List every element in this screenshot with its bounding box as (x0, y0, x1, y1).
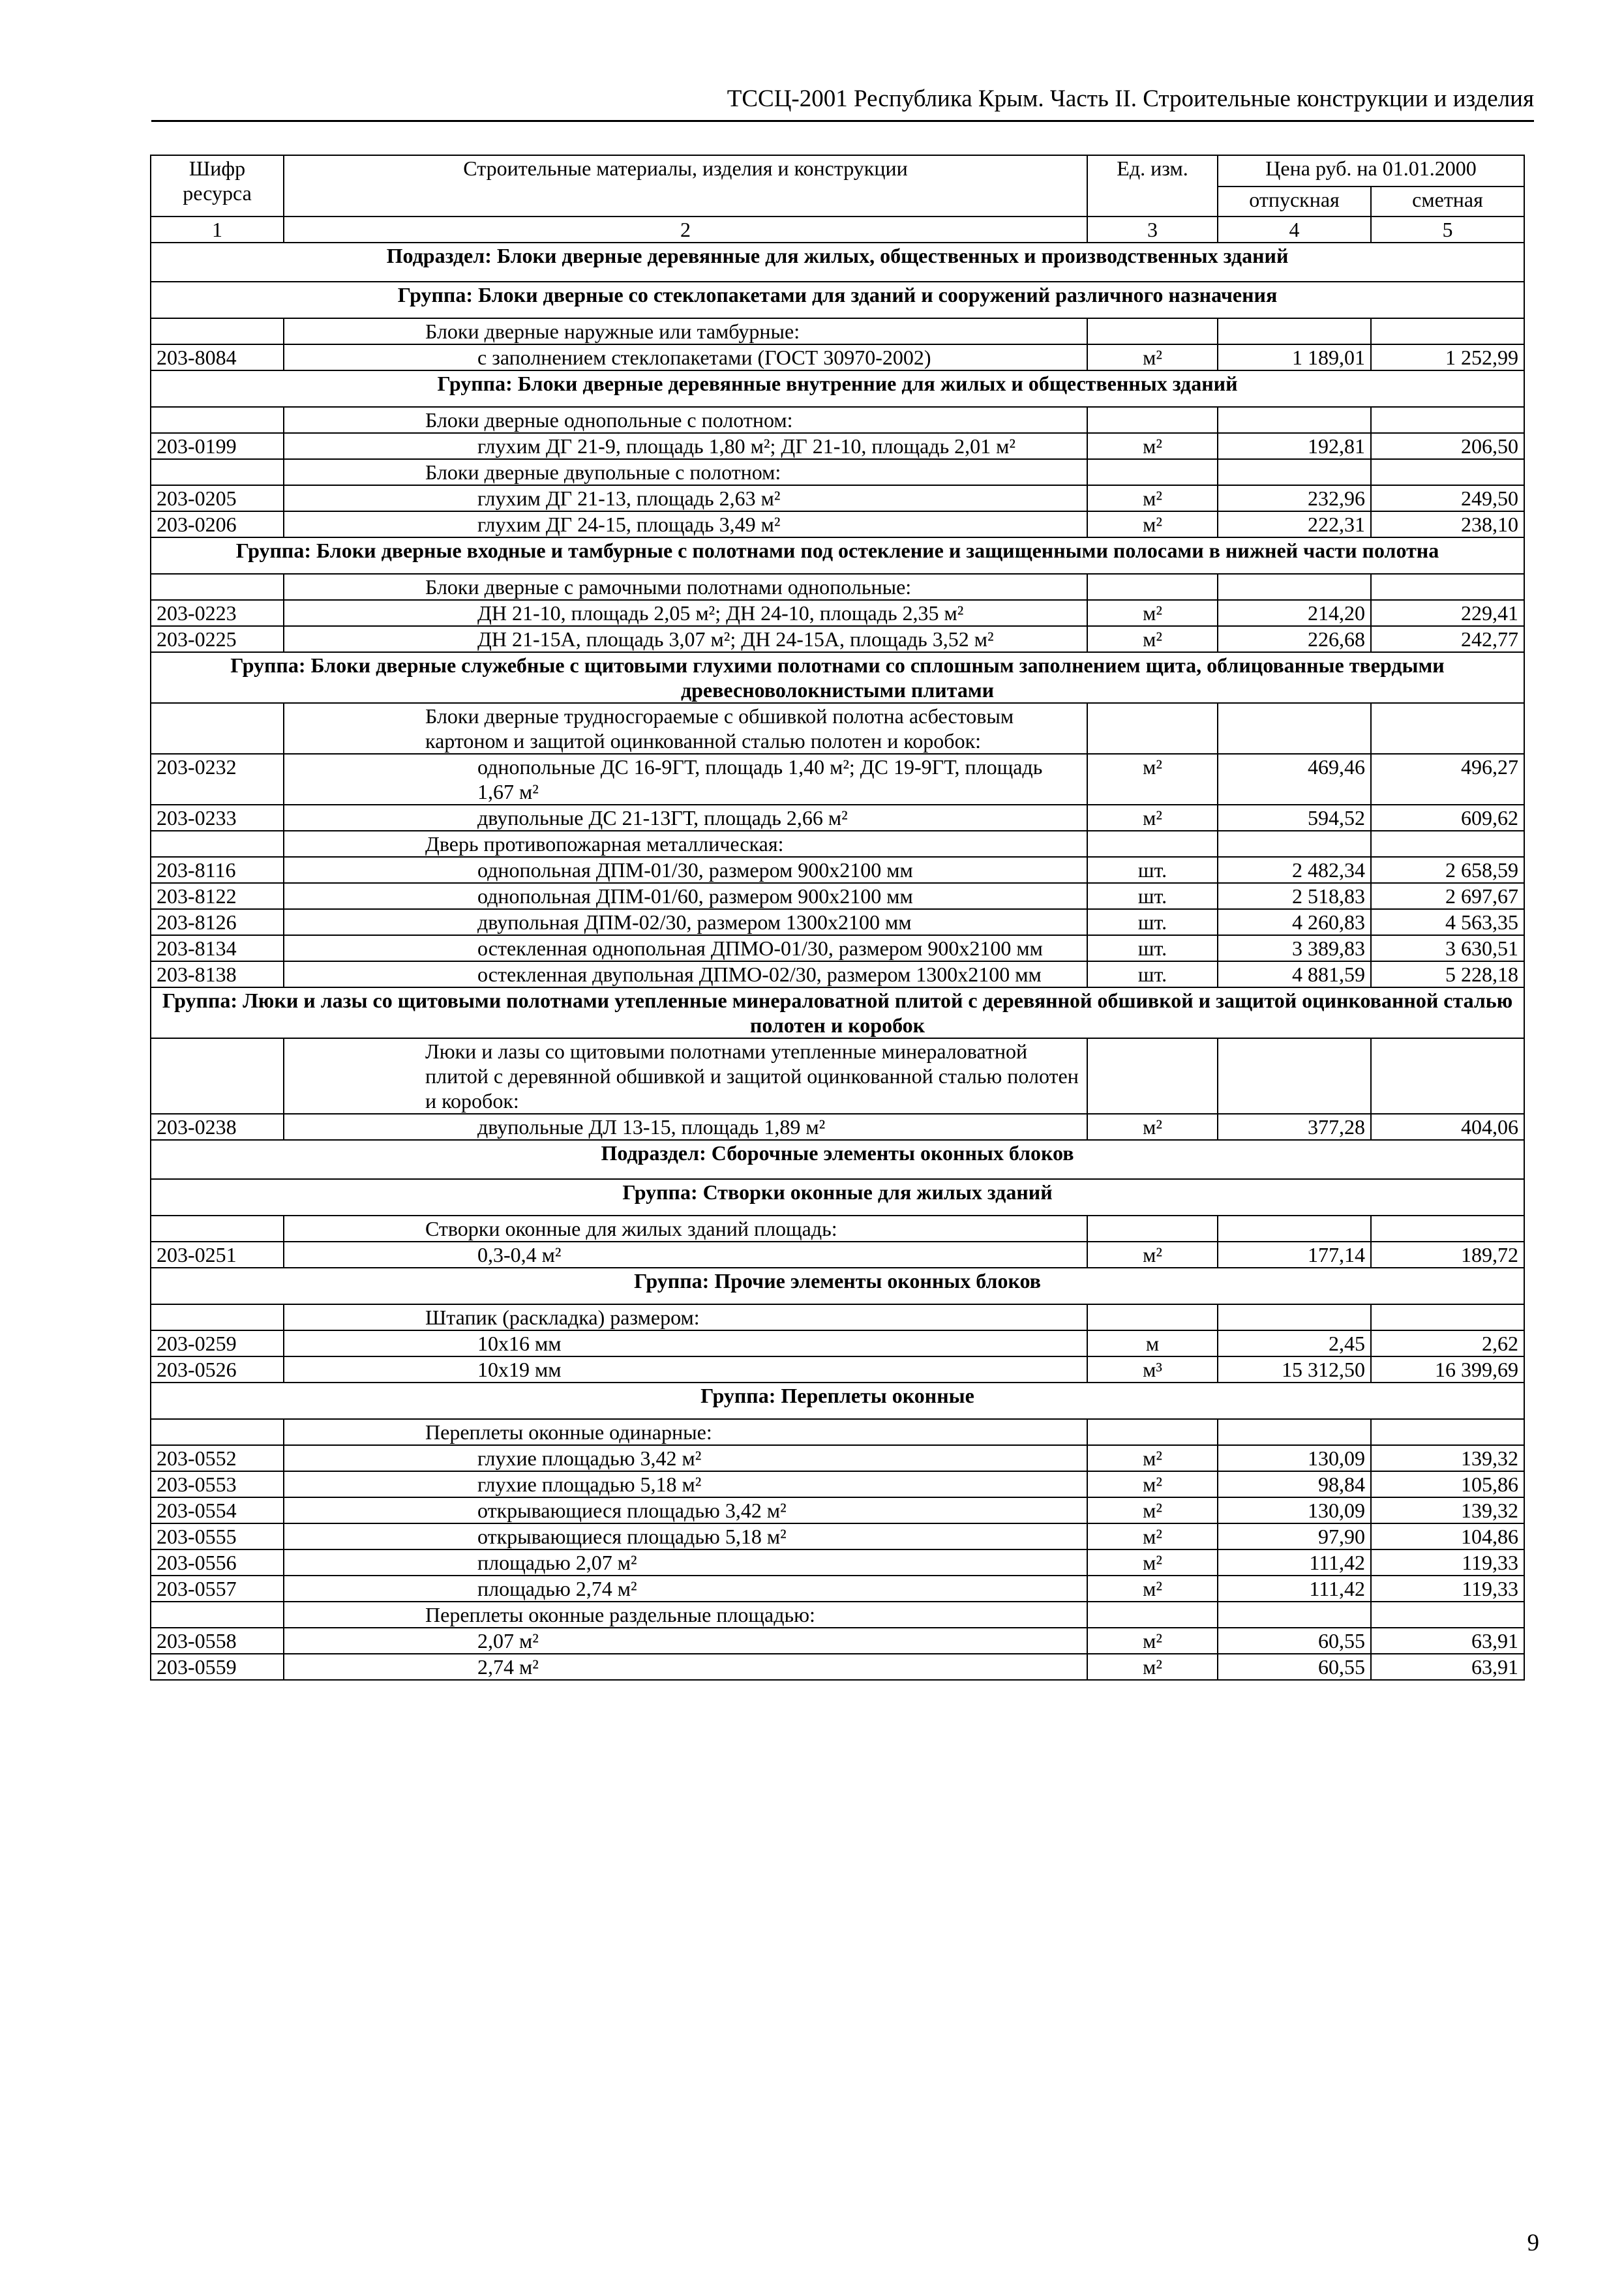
release-price: 3 389,83 (1218, 935, 1371, 961)
release-price: 214,20 (1218, 600, 1371, 626)
table-row (151, 1497, 1524, 1523)
release-price: 60,55 (1218, 1654, 1371, 1680)
release-price: 1 189,01 (1218, 344, 1371, 370)
table-row (151, 1356, 1524, 1383)
unit-cell (1087, 459, 1218, 485)
category-caption-row (151, 1038, 1524, 1114)
item-name: однопольные ДС 16-9ГТ, площадь 1,40 м²; ДС 19-9ГТ, площадь 1,67 м² (284, 754, 1087, 805)
group-title: Группа: Створки оконные для жилых зданий (151, 1179, 1524, 1216)
item-name: остекленная однопольная ДПМО-01/30, размером 900х2100 мм (284, 935, 1087, 961)
code-cell (151, 1419, 284, 1445)
column-number: 2 (284, 217, 1087, 243)
release-price: 98,84 (1218, 1471, 1371, 1497)
code-cell (151, 318, 284, 344)
table-row (151, 1471, 1524, 1497)
resource-code: 203-0238 (151, 1114, 284, 1140)
column-number-row (151, 217, 1524, 243)
unit-of-measure: м² (1087, 626, 1218, 652)
release-price: 377,28 (1218, 1114, 1371, 1140)
category-caption: Дверь противопожарная металлическая: (284, 831, 1087, 857)
release-price: 226,68 (1218, 626, 1371, 652)
table-row (151, 485, 1524, 511)
release-price: 111,42 (1218, 1549, 1371, 1576)
release-price: 469,46 (1218, 754, 1371, 805)
group-row (151, 282, 1524, 318)
unit-of-measure: шт. (1087, 961, 1218, 987)
group-title: Группа: Прочие элементы оконных блоков (151, 1268, 1524, 1304)
release-price-cell (1218, 1419, 1371, 1445)
unit-cell (1087, 703, 1218, 754)
resource-code: 203-0223 (151, 600, 284, 626)
group-row (151, 1179, 1524, 1216)
unit-of-measure: м² (1087, 511, 1218, 537)
estimate-price-cell (1371, 574, 1524, 600)
release-price: 111,42 (1218, 1576, 1371, 1602)
category-caption: Створки оконные для жилых зданий площадь: (284, 1216, 1087, 1242)
unit-cell (1087, 1602, 1218, 1628)
code-cell (151, 459, 284, 485)
table-body (151, 243, 1524, 1680)
table-row (151, 805, 1524, 831)
table-row (151, 1576, 1524, 1602)
group-row (151, 1383, 1524, 1419)
estimate-price: 249,50 (1371, 485, 1524, 511)
estimate-price: 189,72 (1371, 1242, 1524, 1268)
category-caption: Блоки дверные двупольные с полотном: (284, 459, 1087, 485)
estimate-price: 206,50 (1371, 433, 1524, 459)
resource-code: 203-0559 (151, 1654, 284, 1680)
category-caption: Люки и лазы со щитовыми полотнами утепленные минераловатной плитой с деревянной обшивкой и защитой оцинкованной сталью полотен и коробок: (284, 1038, 1087, 1114)
estimate-price: 104,86 (1371, 1523, 1524, 1549)
unit-of-measure: м² (1087, 805, 1218, 831)
table-row (151, 883, 1524, 909)
category-caption: Штапик (раскладка) размером: (284, 1304, 1087, 1330)
resource-code: 203-0526 (151, 1356, 284, 1383)
estimate-price: 16 399,69 (1371, 1356, 1524, 1383)
estimate-price: 63,91 (1371, 1654, 1524, 1680)
table-row (151, 961, 1524, 987)
release-price: 60,55 (1218, 1628, 1371, 1654)
table-row (151, 344, 1524, 370)
release-price-cell (1218, 831, 1371, 857)
table-row (151, 1242, 1524, 1268)
table-row (151, 1330, 1524, 1356)
estimate-price: 119,33 (1371, 1576, 1524, 1602)
estimate-price: 5 228,18 (1371, 961, 1524, 987)
table-row (151, 600, 1524, 626)
release-price-cell (1218, 574, 1371, 600)
category-caption-row (151, 1216, 1524, 1242)
release-price: 177,14 (1218, 1242, 1371, 1268)
code-cell (151, 1216, 284, 1242)
estimate-price-cell (1371, 1038, 1524, 1114)
release-price: 2 518,83 (1218, 883, 1371, 909)
unit-of-measure: м² (1087, 344, 1218, 370)
column-number: 4 (1218, 217, 1371, 243)
group-title: Группа: Блоки дверные входные и тамбурные с полотнами под остекление и защищенными полосами в нижней части полотна (151, 537, 1524, 574)
category-caption-row (151, 574, 1524, 600)
resource-code: 203-0205 (151, 485, 284, 511)
subsection-row (151, 1140, 1524, 1179)
item-name: остекленная двупольная ДПМО-02/30, размером 1300х2100 мм (284, 961, 1087, 987)
category-caption: Блоки дверные однопольные с полотном: (284, 407, 1087, 433)
code-cell (151, 407, 284, 433)
code-cell (151, 1602, 284, 1628)
resource-code: 203-0232 (151, 754, 284, 805)
col-header-release: отпускная (1218, 187, 1371, 217)
subsection-title: Подраздел: Блоки дверные деревянные для жилых, общественных и производственных зданий (151, 243, 1524, 282)
table-row (151, 1628, 1524, 1654)
item-name: глухие площадью 5,18 м² (284, 1471, 1087, 1497)
estimate-price: 2 658,59 (1371, 857, 1524, 883)
unit-cell (1087, 574, 1218, 600)
unit-of-measure: шт. (1087, 909, 1218, 935)
unit-cell (1087, 318, 1218, 344)
group-row (151, 987, 1524, 1038)
item-name: 10х16 мм (284, 1330, 1087, 1356)
table-row (151, 754, 1524, 805)
unit-of-measure: м² (1087, 433, 1218, 459)
item-name: однопольная ДПМ-01/30, размером 900х2100 мм (284, 857, 1087, 883)
resource-code: 203-8116 (151, 857, 284, 883)
unit-cell (1087, 407, 1218, 433)
estimate-price-cell (1371, 1419, 1524, 1445)
release-price: 4 881,59 (1218, 961, 1371, 987)
estimate-price-cell (1371, 703, 1524, 754)
category-caption: Переплеты оконные раздельные площадью: (284, 1602, 1087, 1628)
subsection-title: Подраздел: Сборочные элементы оконных блоков (151, 1140, 1524, 1179)
group-title: Группа: Люки и лазы со щитовыми полотнами утепленные минераловатной плитой с деревянной обшивкой и защитой оцинкованной сталью полотен и коробок (151, 987, 1524, 1038)
code-cell (151, 703, 284, 754)
unit-of-measure: м² (1087, 1497, 1218, 1523)
item-name: 10х19 мм (284, 1356, 1087, 1383)
estimate-price: 139,32 (1371, 1497, 1524, 1523)
release-price-cell (1218, 703, 1371, 754)
resource-code: 203-0251 (151, 1242, 284, 1268)
release-price-cell (1218, 1304, 1371, 1330)
table-row (151, 1114, 1524, 1140)
table-header-row (151, 155, 1524, 187)
unit-of-measure: м² (1087, 1654, 1218, 1680)
unit-of-measure: шт. (1087, 935, 1218, 961)
resource-code: 203-0553 (151, 1471, 284, 1497)
release-price: 15 312,50 (1218, 1356, 1371, 1383)
table-row (151, 1549, 1524, 1576)
resource-code: 203-0558 (151, 1628, 284, 1654)
group-title: Группа: Блоки дверные деревянные внутренние для жилых и общественных зданий (151, 370, 1524, 407)
item-name: площадью 2,74 м² (284, 1576, 1087, 1602)
unit-of-measure: м² (1087, 1628, 1218, 1654)
code-cell (151, 574, 284, 600)
col-header-unit: Ед. изм. (1087, 155, 1218, 217)
item-name: 2,07 м² (284, 1628, 1087, 1654)
running-header: ТССЦ-2001 Республика Крым. Часть II. Строительные конструкции и изделия (727, 85, 1534, 112)
item-name: площадью 2,07 м² (284, 1549, 1087, 1576)
unit-of-measure: шт. (1087, 883, 1218, 909)
item-name: однопольная ДПМ-01/60, размером 900х2100 мм (284, 883, 1087, 909)
estimate-price-cell (1371, 318, 1524, 344)
table-row (151, 433, 1524, 459)
category-caption-row (151, 1304, 1524, 1330)
table-row (151, 909, 1524, 935)
group-title: Группа: Переплеты оконные (151, 1383, 1524, 1419)
estimate-price: 63,91 (1371, 1628, 1524, 1654)
code-cell (151, 831, 284, 857)
unit-of-measure: м³ (1087, 1356, 1218, 1383)
estimate-price: 2,62 (1371, 1330, 1524, 1356)
category-caption: Блоки дверные трудносгораемые с обшивкой полотна асбестовым картоном и защитой оцинкованной сталью полотен и коробок: (284, 703, 1087, 754)
table-row (151, 511, 1524, 537)
resource-code: 203-0552 (151, 1445, 284, 1471)
item-name: двупольные ДЛ 13-15, площадь 1,89 м² (284, 1114, 1087, 1140)
estimate-price-cell (1371, 1216, 1524, 1242)
code-cell (151, 1304, 284, 1330)
unit-of-measure: м² (1087, 1549, 1218, 1576)
category-caption: Переплеты оконные одинарные: (284, 1419, 1087, 1445)
item-name: 0,3-0,4 м² (284, 1242, 1087, 1268)
table-row (151, 857, 1524, 883)
resource-code: 203-0233 (151, 805, 284, 831)
release-price-cell (1218, 1602, 1371, 1628)
resource-code: 203-8126 (151, 909, 284, 935)
category-caption-row (151, 459, 1524, 485)
release-price: 594,52 (1218, 805, 1371, 831)
release-price: 97,90 (1218, 1523, 1371, 1549)
item-name: глухие площадью 3,42 м² (284, 1445, 1087, 1471)
category-caption: Блоки дверные наружные или тамбурные: (284, 318, 1087, 344)
release-price: 232,96 (1218, 485, 1371, 511)
unit-of-measure: м (1087, 1330, 1218, 1356)
item-name: глухим ДГ 21-13, площадь 2,63 м² (284, 485, 1087, 511)
group-row (151, 370, 1524, 407)
estimate-price: 609,62 (1371, 805, 1524, 831)
table-row (151, 935, 1524, 961)
unit-of-measure: м² (1087, 1242, 1218, 1268)
estimate-price: 1 252,99 (1371, 344, 1524, 370)
estimate-price: 3 630,51 (1371, 935, 1524, 961)
category-caption-row (151, 407, 1524, 433)
item-name: ДН 21-10, площадь 2,05 м²; ДН 24-10, площадь 2,35 м² (284, 600, 1087, 626)
code-cell (151, 1038, 284, 1114)
category-caption-row (151, 703, 1524, 754)
price-table (150, 155, 1525, 1681)
estimate-price: 139,32 (1371, 1445, 1524, 1471)
unit-of-measure: м² (1087, 485, 1218, 511)
estimate-price: 404,06 (1371, 1114, 1524, 1140)
resource-code: 203-0556 (151, 1549, 284, 1576)
category-caption: Блоки дверные с рамочными полотнами однопольные: (284, 574, 1087, 600)
group-row (151, 537, 1524, 574)
category-caption-row (151, 1602, 1524, 1628)
item-name: двупольная ДПМ-02/30, размером 1300х2100 мм (284, 909, 1087, 935)
unit-of-measure: м² (1087, 1576, 1218, 1602)
resource-code: 203-0555 (151, 1523, 284, 1549)
release-price-cell (1218, 1038, 1371, 1114)
resource-code: 203-0206 (151, 511, 284, 537)
release-price: 2 482,34 (1218, 857, 1371, 883)
resource-code: 203-8084 (151, 344, 284, 370)
release-price: 192,81 (1218, 433, 1371, 459)
unit-of-measure: м² (1087, 1114, 1218, 1140)
table-row (151, 1445, 1524, 1471)
release-price-cell (1218, 318, 1371, 344)
release-price-cell (1218, 1216, 1371, 1242)
group-title: Группа: Блоки дверные со стеклопакетами для зданий и сооружений различного назначения (151, 282, 1524, 318)
estimate-price-cell (1371, 831, 1524, 857)
estimate-price: 496,27 (1371, 754, 1524, 805)
item-name: глухим ДГ 24-15, площадь 3,49 м² (284, 511, 1087, 537)
unit-of-measure: шт. (1087, 857, 1218, 883)
unit-of-measure: м² (1087, 1471, 1218, 1497)
resource-code: 203-0557 (151, 1576, 284, 1602)
estimate-price: 119,33 (1371, 1549, 1524, 1576)
col-header-price: Цена руб. на 01.01.2000 (1218, 155, 1524, 187)
estimate-price-cell (1371, 459, 1524, 485)
unit-cell (1087, 1419, 1218, 1445)
group-title: Группа: Блоки дверные служебные с щитовыми глухими полотнами со сплошным заполнением щита, облицованные твердыми древесноволокнистыми плитами (151, 652, 1524, 703)
category-caption-row (151, 831, 1524, 857)
header-rule (151, 120, 1534, 122)
estimate-price: 229,41 (1371, 600, 1524, 626)
resource-code: 203-0199 (151, 433, 284, 459)
unit-cell (1087, 1038, 1218, 1114)
item-name: открывающиеся площадью 5,18 м² (284, 1523, 1087, 1549)
table-row (151, 1523, 1524, 1549)
item-name: открывающиеся площадью 3,42 м² (284, 1497, 1087, 1523)
group-row (151, 1268, 1524, 1304)
unit-of-measure: м² (1087, 1445, 1218, 1471)
unit-cell (1087, 1216, 1218, 1242)
resource-code: 203-8122 (151, 883, 284, 909)
unit-of-measure: м² (1087, 600, 1218, 626)
column-number: 3 (1087, 217, 1218, 243)
item-name: 2,74 м² (284, 1654, 1087, 1680)
estimate-price-cell (1371, 407, 1524, 433)
release-price: 2,45 (1218, 1330, 1371, 1356)
page-number: 9 (1527, 2230, 1539, 2256)
release-price: 130,09 (1218, 1497, 1371, 1523)
resource-code: 203-8134 (151, 935, 284, 961)
unit-of-measure: м² (1087, 1523, 1218, 1549)
category-caption-row (151, 1419, 1524, 1445)
estimate-price: 4 563,35 (1371, 909, 1524, 935)
item-name: глухим ДГ 21-9, площадь 1,80 м²; ДГ 21-10, площадь 2,01 м² (284, 433, 1087, 459)
release-price: 130,09 (1218, 1445, 1371, 1471)
subsection-row (151, 243, 1524, 282)
estimate-price: 2 697,67 (1371, 883, 1524, 909)
item-name: двупольные ДС 21-13ГТ, площадь 2,66 м² (284, 805, 1087, 831)
table-row (151, 626, 1524, 652)
estimate-price: 238,10 (1371, 511, 1524, 537)
resource-code: 203-0225 (151, 626, 284, 652)
item-name: ДН 21-15А, площадь 3,07 м²; ДН 24-15А, площадь 3,52 м² (284, 626, 1087, 652)
col-header-name: Строительные материалы, изделия и конструкции (284, 155, 1087, 217)
release-price: 4 260,83 (1218, 909, 1371, 935)
release-price: 222,31 (1218, 511, 1371, 537)
unit-cell (1087, 831, 1218, 857)
estimate-price-cell (1371, 1602, 1524, 1628)
release-price-cell (1218, 459, 1371, 485)
col-header-code: Шифр ресурса (151, 155, 284, 217)
category-caption-row (151, 318, 1524, 344)
table-row (151, 1654, 1524, 1680)
unit-cell (1087, 1304, 1218, 1330)
resource-code: 203-0554 (151, 1497, 284, 1523)
unit-of-measure: м² (1087, 754, 1218, 805)
estimate-price: 105,86 (1371, 1471, 1524, 1497)
group-row (151, 652, 1524, 703)
item-name: с заполнением стеклопакетами (ГОСТ 30970-2002) (284, 344, 1087, 370)
estimate-price: 242,77 (1371, 626, 1524, 652)
resource-code: 203-0259 (151, 1330, 284, 1356)
column-number: 5 (1371, 217, 1524, 243)
resource-code: 203-8138 (151, 961, 284, 987)
estimate-price-cell (1371, 1304, 1524, 1330)
col-header-estimate: сметная (1371, 187, 1524, 217)
column-number: 1 (151, 217, 284, 243)
release-price-cell (1218, 407, 1371, 433)
